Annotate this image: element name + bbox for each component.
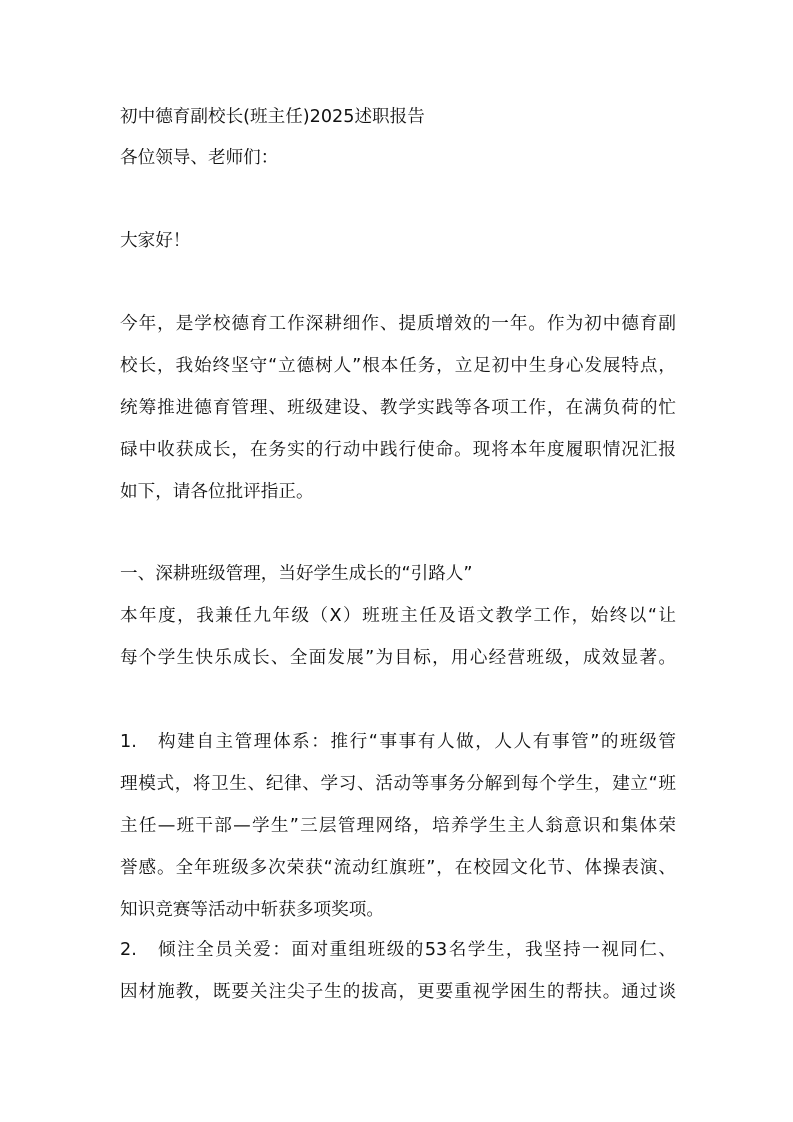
- item-line: 因材施教，既要关注尖子生的拔高，更要重视学困生的帮扶。通过谈: [120, 982, 676, 1002]
- salutation: 各位领导、老师们：: [120, 148, 279, 168]
- item-number: 1.: [120, 732, 137, 752]
- section-line: 本年度，我兼任九年级（X）班班主任及语文教学工作，始终以“让: [120, 606, 676, 626]
- intro-line: 校长，我始终坚守“立德树人”根本任务，立足初中生身心发展特点，: [120, 356, 676, 376]
- item-number: 2.: [120, 940, 137, 960]
- intro-line: 碌中收获成长，在务实的行动中践行使命。现将本年度履职情况汇报: [120, 440, 676, 460]
- item-line: 构建自主管理体系：推行“事事有人做，人人有事管”的班级管: [158, 732, 676, 752]
- item-line: 知识竞赛等活动中斩获多项奖项。: [120, 900, 384, 920]
- section-heading: 一、深耕班级管理，当好学生成长的“引路人”: [120, 564, 473, 584]
- intro-line: 如下，请各位批评指正。: [120, 482, 314, 502]
- item-line: 倾注全员关爱：面对重组班级的53名学生，我坚持一视同仁、: [158, 940, 676, 960]
- intro-line: 统筹推进德育管理、班级建设、教学实践等各项工作，在满负荷的忙: [120, 398, 676, 418]
- section-line: 每个学生快乐成长、全面发展”为目标，用心经营班级，成效显著。: [120, 648, 676, 668]
- item-line: 誉感。全年班级多次荣获“流动红旗班”，在校园文化节、体操表演、: [120, 858, 676, 878]
- item-line: 主任—班干部—学生”三层管理网络，培养学生主人翁意识和集体荣: [120, 816, 676, 836]
- intro-line: 今年，是学校德育工作深耕细作、提质增效的一年。作为初中德育副: [120, 314, 676, 334]
- greeting: 大家好！: [120, 231, 191, 251]
- document-title: 初中德育副校长(班主任)2025述职报告: [120, 107, 425, 127]
- item-line: 理模式，将卫生、纪律、学习、活动等事务分解到每个学生，建立“班: [120, 774, 676, 794]
